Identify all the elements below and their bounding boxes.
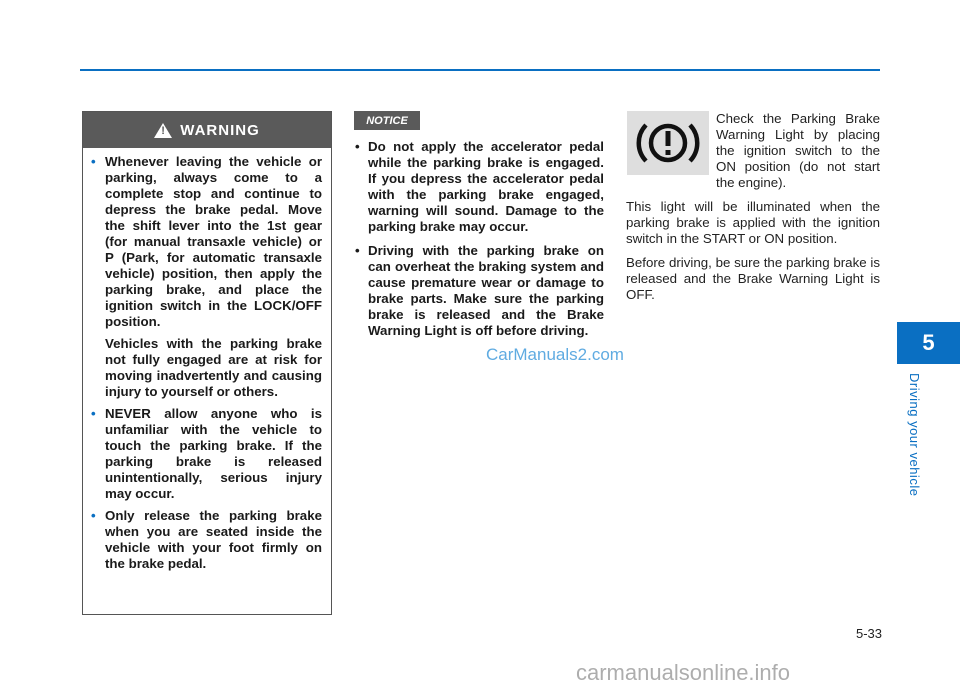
warning-header [83, 112, 331, 148]
notice-item [354, 139, 604, 235]
top-divider [80, 69, 880, 71]
warning-box [82, 111, 332, 615]
warning-item [91, 154, 322, 400]
brake-light-intro: Check the Parking Brake Warning Light by placing the ignition switch to the ON position (do not start the engine). [716, 111, 880, 190]
watermark-bottom: carmanualsonline.info [576, 660, 791, 685]
chapter-number: 5 [922, 330, 935, 355]
page-number: 5-33 [855, 626, 882, 641]
brake-light-section [626, 111, 880, 311]
notice-text: Driving with the parking brake on can overheat the braking system and cause premature wear or damage to brake parts. Make sure the parking brake is released and the Brake Warning Light is off before driving. [368, 243, 604, 338]
warning-paragraph: Whenever leaving the vehicle or parking, always come to a complete stop and continue to depress the brake pedal. Move the shift lever into the 1st gear (for manual transaxle vehicle) or P (Park, for automatic transaxle vehicle) position, then apply the parking brake, and place the ignition switch in the LOCK/OFF position. [105, 154, 322, 329]
warning-title: WARNING [180, 121, 260, 139]
warning-item [91, 406, 322, 502]
bullet-dot-icon: • [355, 243, 360, 258]
warning-paragraph: Vehicles with the parking brake not fully engaged are at risk for moving inadvertently and causing injury to yourself or others. [105, 336, 322, 399]
warning-triangle-icon [154, 123, 172, 138]
chapter-tab [897, 322, 960, 364]
brake-light-paragraph: This light will be illuminated when the parking brake is applied with the ignition switch in the START or ON position. [626, 199, 880, 246]
brake-light-paragraph: Before driving, be sure the parking brake is released and the Brake Warning Light is OFF. [626, 255, 880, 302]
notice-list [354, 139, 604, 347]
warning-paragraph: NEVER allow anyone who is unfamiliar with the vehicle to touch the parking brake. If the parking brake is released unintentionally, serious injury may occur. [105, 406, 322, 501]
chapter-title: Driving your vehicle [907, 373, 922, 497]
notice-text: Do not apply the accelerator pedal while the parking brake is engaged. If you depress the accelerator pedal with the parking brake engaged, warning will sound. Damage to the parking brake may occur. [368, 139, 604, 234]
bullet-dot-icon: • [91, 154, 96, 169]
notice-badge: NOTICE [354, 111, 420, 130]
warning-paragraph: Only release the parking brake when you are seated inside the vehicle with your foot firmly on the brake pedal. [105, 508, 322, 571]
notice-item [354, 243, 604, 339]
bullet-dot-icon: • [91, 406, 96, 421]
bullet-dot-icon: • [355, 139, 360, 154]
watermark-middle: CarManuals2.com [486, 345, 624, 364]
bullet-dot-icon: • [91, 508, 96, 523]
warning-body [83, 148, 331, 572]
warning-item [91, 508, 322, 572]
